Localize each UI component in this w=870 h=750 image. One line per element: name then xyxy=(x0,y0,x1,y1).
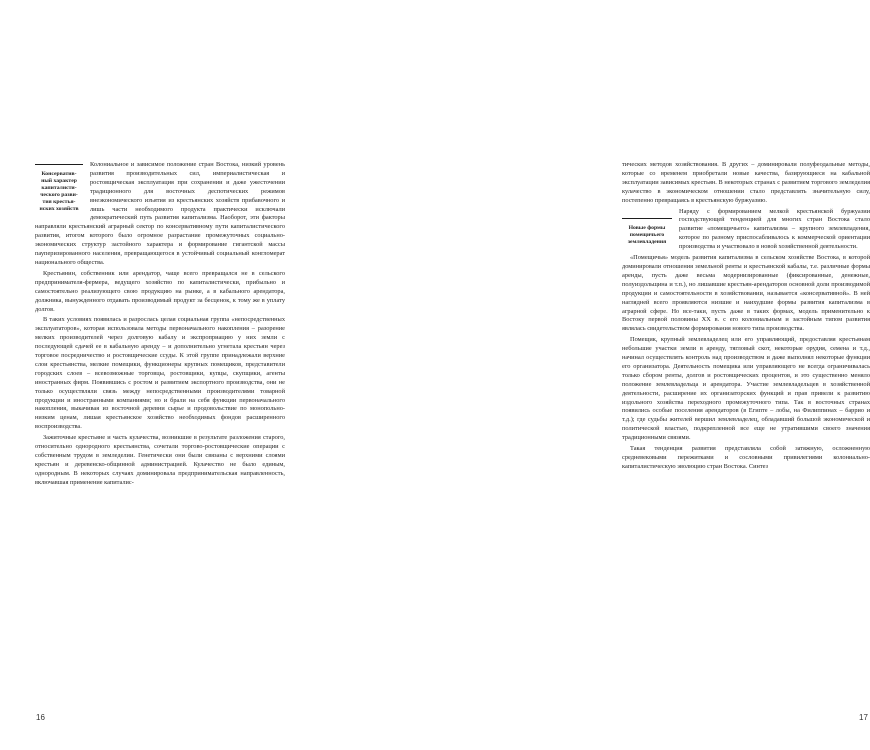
right-page xyxy=(300,0,870,750)
right-page-text-column xyxy=(622,161,870,472)
left-page-number: 16 xyxy=(36,713,45,722)
right-page-number: 17 xyxy=(859,713,868,722)
right-sidebar-note xyxy=(622,218,672,248)
left-paragraph-2: Крестьянин, собственник или арендатор, чаще всего превращался не в сельского предпринимателя-фермера, ведущего хозяйство по капиталистически, прибыльно и самостоятельно реализующего свою продукцию на рынке, а в кабального арендатора, должника, вынужденного отдавать производимый продукт за бесценок, к тому же в уплату долгов. xyxy=(35,269,285,313)
left-paragraph-4: Зажиточные крестьяне и часть кулачества, возникшие в результате разложения старого, относительно однородного крестьянства, сочетали торгово-ростовщические операции с собственным трудом в земледелии. Генетически они были связаны с верхними слоями крестьян и деревенско-общинной администрацией. Кулачество не было единым, однородным. В некоторых случаях доминировала предпринимательская направленность, включавшая применение капиталис- xyxy=(35,434,285,486)
left-page xyxy=(0,0,300,750)
right-paragraph-2: «Помещичья» модель развития капитализма в сельском хозяйстве Востока, в которой доминировали отношения земельной ренты и крестьянской кабалы, т.е. различные формы аренды, пусть даже весьма модернизированные (фиксированные, денежные, полуиздольщина и т.п.), но лишавшие крестьян-арендаторов основной доли производимой продукции и самостоятельности в хозяйствовании, называется «консервативной». В ней наглядней всего проявляются низшие и наихудшие формы развития капитализма в аграрной сфере. Но все-таки, пусть даже в таких формах, модель применительно к Востоку первой половины XX в. с его колониальным и застойным типом развития являлась свидетельством формирования нового типа производства. xyxy=(622,254,870,333)
left-page-text-column xyxy=(35,161,285,488)
sidebar-heading-conservative: Консерватив-ный характер капиталисти-ческого разви-тия крестья-нских хозяйств xyxy=(35,164,83,215)
left-paragraph-3: В таких условиях появилась и разрослась целая социальная группа «непосредственных эксплуататоров», которая использовала методы первоначального накопления – разорение мелких производителей через долговую кабалу и экспроприацию у них земли с последующей сдачей ее в кабальную аренду – и дополнительно угнетала крестьян через торговое посредничество и ростовщические ссуды. К этой группе принадлежали верхние слои крестьянства, мелкие помещики, функционеры крупных помещиков, представители городских слоев – всевозможные торговцы, ростовщики, купцы, скупщики, агенты иностранных фирм. Появившись с ростом и развитием экспортного производства, они не только осуществляли связь между непосредственными производителями товарной продукции и иностранными компаниями; но и брали на себя функции первоначального накопления, выкачивая из восточной деревни сырье и продовольствие по монопольно-низким ценам, лишая крестьянское хозяйство необходимых фондов расширенного воспроизводства. xyxy=(35,316,285,431)
left-paragraph-1: Консерватив-ный характер капиталисти-ческого разви-тия крестья-нских хозяйств Колониальное и зависимое положение стран Востока, низкий уровень развития производительных сил, империалистическая и ростовщическая эксплуатация при сохранении и даже ужесточении традиционного для восточных деспотических режимов внеэкономического изъятия из крестьянских хозяйств прибавочного и лишь части необходимого продукта практически исключали демократический путь развития капитализма. Наоборот, эти факторы направляли крестьянский аграрный сектор по консервативному пути капиталистического развития, итогом которого было огромное разрастание промежуточных социально-экономических структур застойного характера и формирование гигантской массы пауперизированного населения, превращающегося в устойчивый социальный конгломерат национального общества. xyxy=(35,161,285,266)
right-paragraph-continuation: тических методов хозяйствования. В других – доминировали полуфеодальные методы, которые со временем приобретали новые качества, базирующиеся на кабальной эксплуатации зависимых крестьян. В некоторых странах с развитием торгового земледелия кулачество в экономическом отношении стало представлять значительную силу, постепенно превращаясь в крестьянскую буржуазию. xyxy=(622,161,870,204)
right-paragraph-1: Новые формы помещичьего землевладения Наряду с формированием мелкой крестьянской буржуазии господствующей тенденцией для многих стран Востока стало развитие «помещичьего» капитализма – крупного землевладения, которое по разному приспосабливалось к коммерческой ориентации производства и участвовало в новой хозяйственной деятельности. xyxy=(622,208,870,253)
left-sidebar-note xyxy=(35,164,83,215)
sidebar-heading-landownership: Новые формы помещичьего землевладения xyxy=(622,218,672,248)
right-paragraph-3: Помещик, крупный землевладелец или его управляющий, предоставляя крестьянам небольшие участки земли в аренду, тягловый скот, некоторые орудия, семена и т.д., начинал осуществлять контроль над производством и даже выполнял некоторые функции его организатора. Деятельность помещика или управляющего не всегда ограничивалась только сбором ренты, долгов и ростовщических процентов, и это существенно меняло положение землевладельца и арендатора. Участие землевладельцев в хозяйственной деятельности, расширение их организаторских функций и прав привели к развитию издольного хозяйства переходного промежуточного типа. Так в восточных странах появились особые поселения арендаторов (в Египте – лобы, на Филиппинах – баррио и т.д.); где судьбы жителей вершил землевладелец, обладавший большой экономической и политической властью, подкрепленной все еще не утратившими своего значения традиционными связями. xyxy=(622,336,870,442)
right-paragraph-4: Такая тенденция развития представляла собой затяжную, осложненную средневековыми пережитками и сословными привилегиями колониально-капиталистическую эволюцию стран Востока. Синтез xyxy=(622,445,870,470)
